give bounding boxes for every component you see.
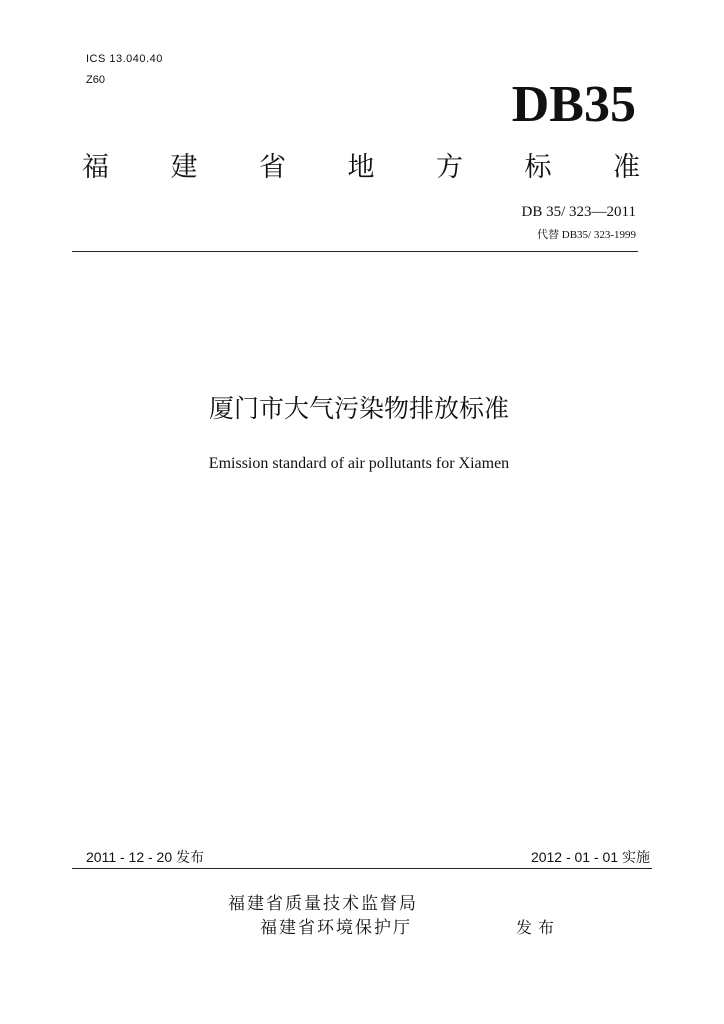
standard-type-char: 建 (170, 152, 198, 183)
issue-date: 2011 - 12 - 20 发布 (86, 849, 205, 865)
standard-type-heading (82, 151, 640, 185)
standard-type-char: 方 (436, 152, 463, 183)
standard-type-char: 标 (524, 152, 552, 183)
standard-type-char: 地 (347, 152, 375, 183)
ics-code: ICS 13.040.40 (86, 53, 163, 65)
implementation-date: 2012 - 01 - 01 实施 (530, 849, 650, 865)
issuer-environment-department: 福建省环境保护厅 (260, 918, 412, 938)
document-title-english: Emission standard of air pollutants for Xiamen (208, 455, 510, 472)
publish-label: 发布 (516, 918, 561, 937)
document-title-chinese: 厦门市大气污染物排放标准 (208, 394, 509, 423)
standard-type-char: 福 (82, 152, 109, 183)
issuer-quality-bureau: 福建省质量技术监督局 (228, 894, 418, 914)
standard-number: DB 35/ 323—2011 (521, 204, 636, 220)
header-divider (72, 251, 638, 252)
standard-type-char: 准 (613, 152, 640, 183)
category-code: Z60 (86, 74, 105, 86)
replaces-standard: 代替 DB35/ 323-1999 (537, 229, 636, 241)
standard-type-char: 省 (259, 152, 286, 183)
standard-code-logo: DB35 (511, 76, 636, 133)
footer-divider (72, 868, 652, 869)
